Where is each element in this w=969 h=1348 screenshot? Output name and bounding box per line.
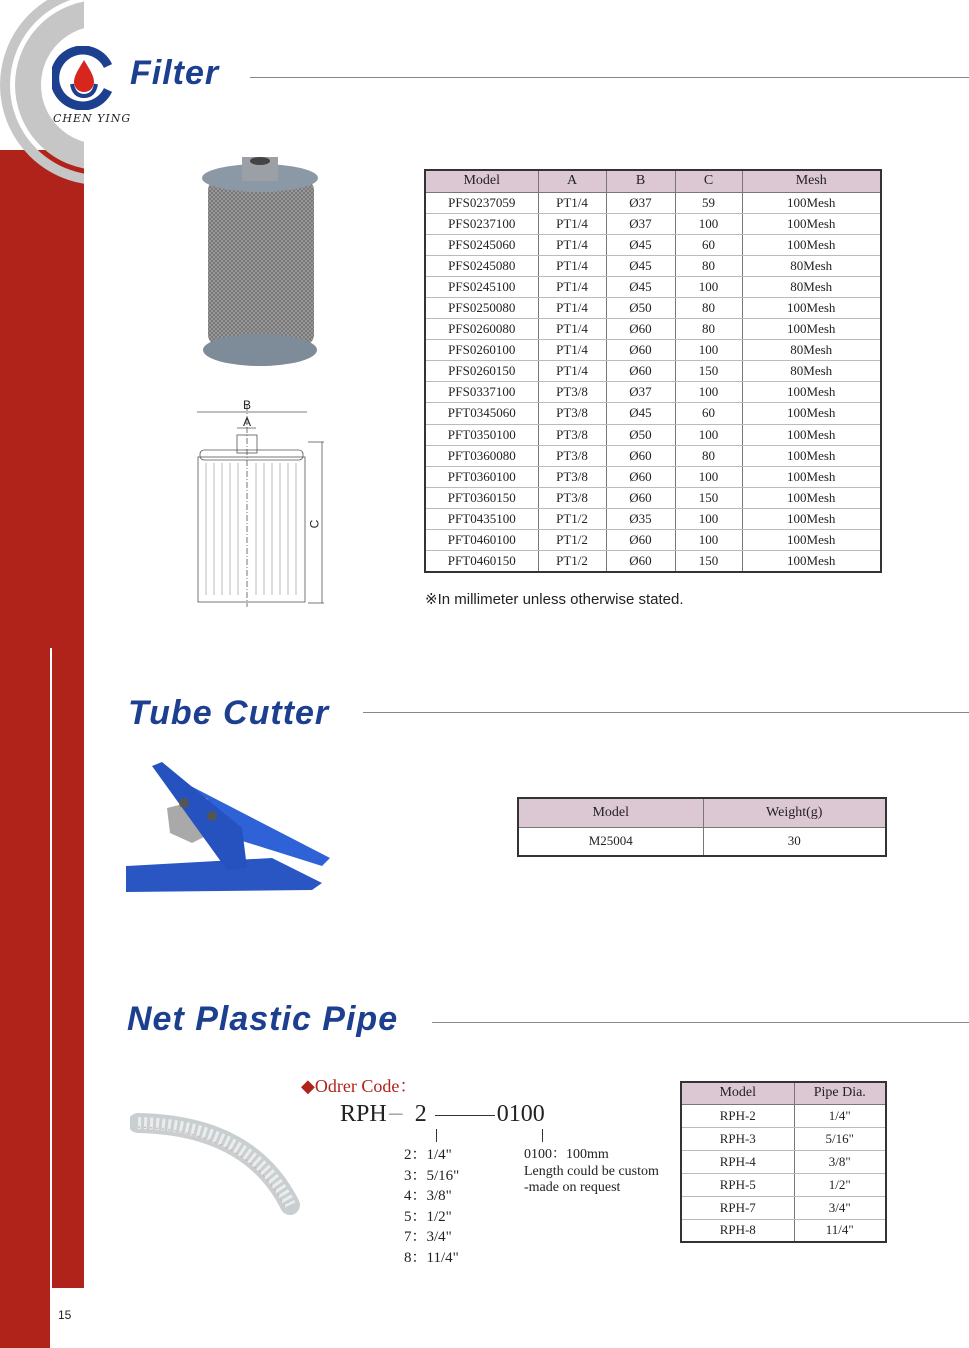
title-rule (250, 77, 969, 78)
section-title-filter: Filter (130, 54, 220, 92)
table-cell: PFS0260080 (425, 319, 538, 340)
table-header-row (425, 170, 881, 192)
size-option: 7：3/4" (404, 1229, 452, 1245)
column-header: Weight(g) (703, 798, 886, 827)
table-row (425, 255, 881, 276)
pipe-model-table (680, 1081, 887, 1243)
table-cell: 100Mesh (742, 403, 881, 424)
table-cell: 100Mesh (742, 297, 881, 318)
order-code-example (340, 1101, 545, 1128)
table-cell: M25004 (518, 827, 703, 856)
table-cell: 100 (675, 382, 742, 403)
code-length: 0100 (496, 1101, 545, 1127)
table-row (681, 1196, 886, 1219)
size-option: 8：11/4" (404, 1249, 459, 1266)
table-cell: Ø50 (606, 424, 675, 445)
filter-spec-table (424, 169, 882, 573)
title-rule (432, 1022, 969, 1023)
table-cell: PT1/4 (538, 192, 606, 213)
filter-photo (200, 155, 322, 370)
table-cell: PFT0360150 (425, 487, 538, 508)
table-cell: RPH-8 (681, 1219, 794, 1242)
pointer-line (542, 1129, 543, 1142)
table-cell: 100Mesh (742, 382, 881, 403)
sidebar-divider (50, 648, 52, 1288)
table-row (425, 297, 881, 318)
table-cell: PFT0350100 (425, 424, 538, 445)
column-header: Mesh (742, 170, 881, 192)
section-title-tube-cutter: Tube Cutter (128, 694, 330, 732)
table-header-row (681, 1082, 886, 1104)
table-cell: 100Mesh (742, 319, 881, 340)
table-cell: PFS0260100 (425, 340, 538, 361)
section-title-net-plastic-pipe: Net Plastic Pipe (127, 1000, 399, 1038)
table-cell: PFT0345060 (425, 403, 538, 424)
length-note: Length could be custom (524, 1163, 659, 1179)
table-cell: 30 (703, 827, 886, 856)
table-cell: 80Mesh (742, 340, 881, 361)
column-header: Pipe Dia. (794, 1082, 886, 1104)
column-header: Model (425, 170, 538, 192)
table-cell: PT1/4 (538, 361, 606, 382)
table-cell: Ø60 (606, 551, 675, 572)
table-cell: PT1/2 (538, 551, 606, 572)
table-cell: PT1/2 (538, 530, 606, 551)
table-cell: 11/4" (794, 1219, 886, 1242)
code-prefix: RPH (340, 1101, 387, 1127)
table-cell: RPH-5 (681, 1173, 794, 1196)
size-option: 2：1/4" (404, 1147, 452, 1163)
table-cell: Ø45 (606, 403, 675, 424)
table-cell: 150 (675, 551, 742, 572)
table-cell: RPH-3 (681, 1127, 794, 1150)
table-cell: Ø60 (606, 445, 675, 466)
table-row (425, 508, 881, 529)
table-cell: Ø60 (606, 361, 675, 382)
column-header: A (538, 170, 606, 192)
table-row (681, 1173, 886, 1196)
table-cell: 3/4" (794, 1196, 886, 1219)
table-cell: 100Mesh (742, 466, 881, 487)
table-cell: Ø45 (606, 234, 675, 255)
order-code-label: ◆Odrer Code： (301, 1076, 418, 1096)
table-row (681, 1219, 886, 1242)
table-cell: 80 (675, 297, 742, 318)
table-cell: 150 (675, 361, 742, 382)
size-option: 4：3/8" (404, 1188, 452, 1204)
table-cell: 100Mesh (742, 487, 881, 508)
table-cell: 80 (675, 255, 742, 276)
table-cell: Ø60 (606, 466, 675, 487)
table-cell: Ø60 (606, 319, 675, 340)
table-row (425, 403, 881, 424)
table-header-row (518, 798, 886, 827)
table-row (681, 1127, 886, 1150)
units-note: ※In millimeter unless otherwise stated. (425, 591, 684, 608)
column-header: C (675, 170, 742, 192)
table-row (425, 213, 881, 234)
table-cell: PFT0360080 (425, 445, 538, 466)
table-cell: PT3/8 (538, 382, 606, 403)
vertical-section-title: Filter / Tube Cutter/Net Plastic Pipe (94, 196, 122, 613)
table-cell: 100 (675, 424, 742, 445)
table-cell: PFS0250080 (425, 297, 538, 318)
table-cell: 59 (675, 192, 742, 213)
table-cell: PT3/8 (538, 403, 606, 424)
table-cell: Ø60 (606, 487, 675, 508)
table-cell: PFT0460150 (425, 551, 538, 572)
logo-text: CHEN YING (53, 112, 132, 125)
table-row (425, 276, 881, 297)
table-cell: PT3/8 (538, 466, 606, 487)
table-cell: PT3/8 (538, 487, 606, 508)
table-row (425, 551, 881, 572)
table-cell: Ø45 (606, 255, 675, 276)
page-number: 15 (58, 1308, 72, 1322)
code-dash: － (386, 1105, 405, 1125)
size-option: 5：1/2" (404, 1208, 452, 1225)
table-cell: 1/2" (794, 1173, 886, 1196)
table-cell: PT1/4 (538, 234, 606, 255)
table-cell: 100 (675, 466, 742, 487)
table-row (425, 319, 881, 340)
table-cell: PT1/4 (538, 213, 606, 234)
table-row (518, 827, 886, 856)
filter-dimension-drawing (190, 395, 330, 610)
table-cell: 150 (675, 487, 742, 508)
table-cell: 100 (675, 340, 742, 361)
table-cell: 100Mesh (742, 445, 881, 466)
pointer-line (436, 1129, 437, 1142)
table-cell: Ø35 (606, 508, 675, 529)
table-cell: PFS0245100 (425, 276, 538, 297)
table-cell: 100Mesh (742, 508, 881, 529)
table-cell: RPH-2 (681, 1104, 794, 1127)
table-cell: 80Mesh (742, 255, 881, 276)
table-row (425, 192, 881, 213)
tube-cutter-photo (122, 758, 334, 898)
table-row (425, 234, 881, 255)
table-cell: 60 (675, 403, 742, 424)
table-cell: 1/4" (794, 1104, 886, 1127)
table-row (681, 1104, 886, 1127)
table-cell: PFS0237100 (425, 213, 538, 234)
table-cell: PFS0245080 (425, 255, 538, 276)
chen-ying-logo-icon (52, 46, 116, 110)
table-cell: 100 (675, 213, 742, 234)
column-header: B (606, 170, 675, 192)
table-cell: 100Mesh (742, 234, 881, 255)
length-note: -made on request (524, 1180, 621, 1195)
table-cell: 100Mesh (742, 213, 881, 234)
table-cell: PT1/4 (538, 255, 606, 276)
column-header: Model (518, 798, 703, 827)
column-header: Model (681, 1082, 794, 1104)
table-cell: PT1/4 (538, 340, 606, 361)
dim-label-c: C (307, 519, 322, 529)
table-cell: PT3/8 (538, 424, 606, 445)
table-cell: 3/8" (794, 1150, 886, 1173)
table-row (425, 382, 881, 403)
table-cell: PT1/4 (538, 319, 606, 340)
tube-cutter-table (517, 797, 887, 857)
table-cell: Ø60 (606, 340, 675, 361)
code-size: 2 (414, 1101, 427, 1127)
title-rule (363, 712, 969, 713)
size-options-list (404, 1145, 459, 1268)
table-row (425, 487, 881, 508)
table-cell: PT1/4 (538, 297, 606, 318)
table-cell: PFS0260150 (425, 361, 538, 382)
table-row (425, 424, 881, 445)
sidebar-band (0, 150, 84, 1348)
table-cell: 80Mesh (742, 276, 881, 297)
table-cell: Ø37 (606, 213, 675, 234)
length-notes (524, 1147, 659, 1197)
table-cell: 80 (675, 445, 742, 466)
table-cell: PFT0435100 (425, 508, 538, 529)
length-note: 0100：100mm (524, 1147, 609, 1162)
size-option: 3：5/16" (404, 1167, 460, 1184)
table-cell: 5/16" (794, 1127, 886, 1150)
table-cell: 100Mesh (742, 192, 881, 213)
table-cell: PFS0237059 (425, 192, 538, 213)
table-cell: 100 (675, 508, 742, 529)
table-cell: Ø60 (606, 530, 675, 551)
table-row (681, 1150, 886, 1173)
table-cell: PT1/4 (538, 276, 606, 297)
table-cell: PT1/2 (538, 508, 606, 529)
table-cell: Ø37 (606, 192, 675, 213)
table-cell: 100Mesh (742, 530, 881, 551)
table-cell: PT3/8 (538, 445, 606, 466)
table-cell: 100 (675, 276, 742, 297)
plastic-pipe-photo (130, 1105, 305, 1220)
table-cell: PFT0460100 (425, 530, 538, 551)
table-cell: Ø50 (606, 297, 675, 318)
table-row (425, 340, 881, 361)
table-cell: Ø37 (606, 382, 675, 403)
table-cell: Ø45 (606, 276, 675, 297)
table-cell: PFS0245060 (425, 234, 538, 255)
table-cell: PFS0337100 (425, 382, 538, 403)
dim-label-b: B (243, 398, 252, 412)
table-cell: 100Mesh (742, 424, 881, 445)
table-cell: 60 (675, 234, 742, 255)
table-row (425, 530, 881, 551)
dim-label-a: A (243, 415, 252, 429)
table-row (425, 466, 881, 487)
table-cell: 100Mesh (742, 551, 881, 572)
table-cell: RPH-7 (681, 1196, 794, 1219)
table-cell: RPH-4 (681, 1150, 794, 1173)
table-row (425, 445, 881, 466)
table-cell: 80 (675, 319, 742, 340)
table-row (425, 361, 881, 382)
table-cell: 100 (675, 530, 742, 551)
table-cell: PFT0360100 (425, 466, 538, 487)
table-cell: 80Mesh (742, 361, 881, 382)
